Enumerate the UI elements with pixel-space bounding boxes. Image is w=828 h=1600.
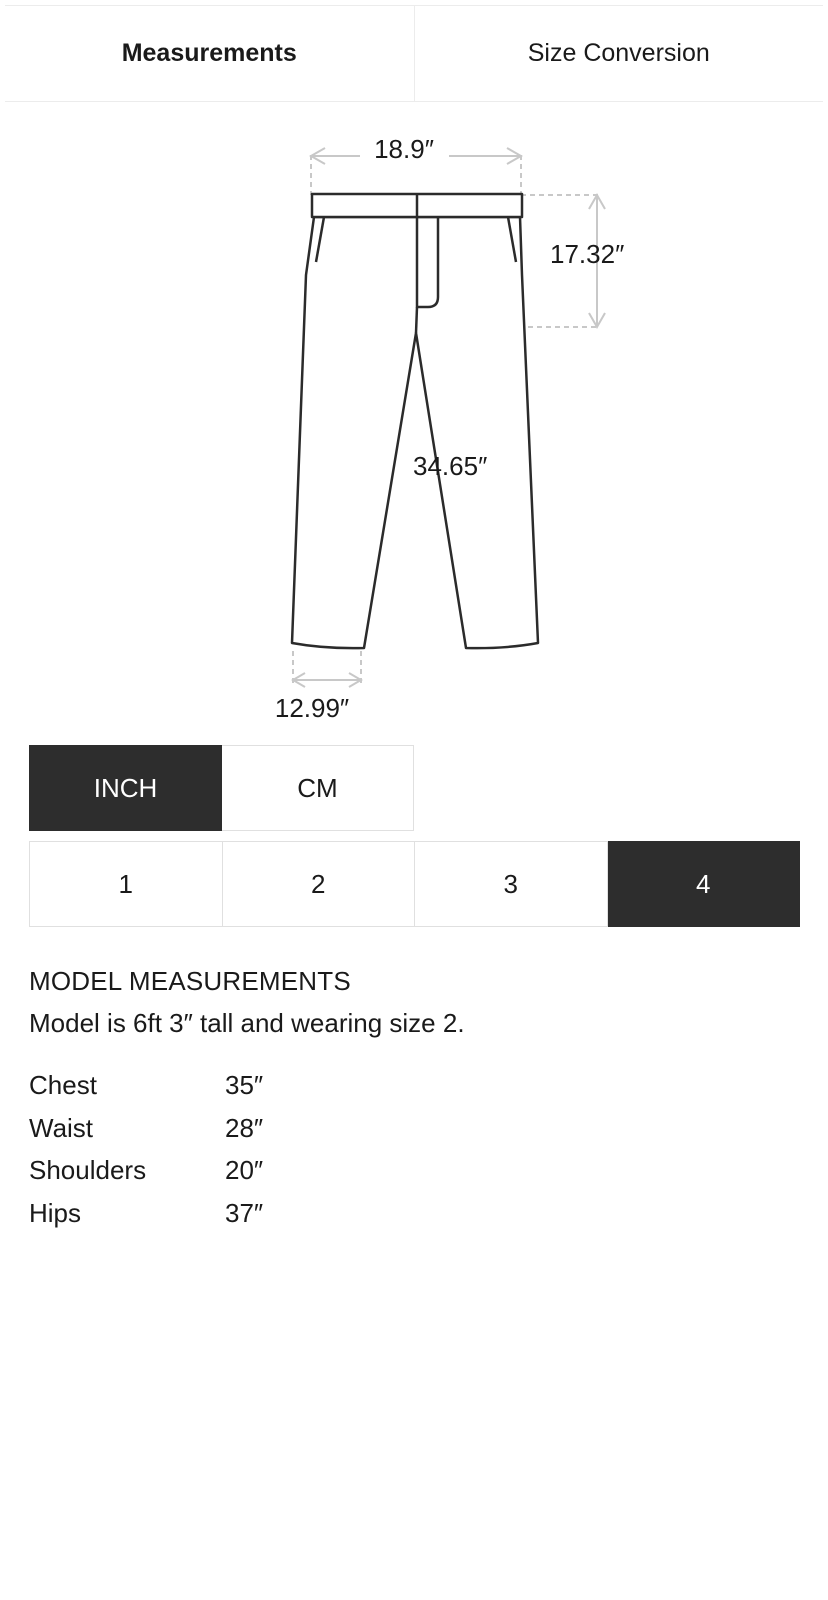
stat-row-hips [29,1192,799,1235]
stat-row-shoulders [29,1149,799,1192]
waist-measurement: 18.9″ [374,134,434,164]
tab-size-conversion[interactable]: Size Conversion [414,6,824,101]
rise-measurement: 17.32″ [550,239,625,269]
pants-icon [292,194,538,648]
size-option-2[interactable]: 2 [223,841,416,927]
unit-option-cm[interactable]: CM [222,745,414,831]
tab-bar [5,5,823,102]
unit-option-inch[interactable]: INCH [29,745,222,831]
stat-label: Chest [29,1070,97,1100]
model-stats [29,1064,799,1234]
tab-measurements[interactable]: Measurements [121,39,297,67]
size-option-1[interactable]: 1 [29,841,223,927]
stat-value: 35″ [225,1070,264,1100]
inseam-measurement: 34.65″ [413,451,488,481]
unit-toggle [29,745,414,831]
size-option-4[interactable]: 4 [608,841,801,927]
stat-value: 20″ [225,1155,264,1185]
leg-opening-measurement: 12.99″ [274,693,350,723]
model-heading: MODEL MEASUREMENTS [29,966,351,996]
stat-value: 28″ [225,1112,264,1143]
model-description: Model is 6ft 3″ tall and wearing size 2. [29,1008,465,1038]
stat-label: Hips [29,1197,82,1228]
stat-value: 37″ [225,1197,264,1228]
size-option-3[interactable]: 3 [415,841,608,927]
pants-diagram [0,100,828,730]
stat-label: Waist [29,1112,94,1143]
stat-row-chest [29,1064,799,1107]
model-measurements [29,964,799,1234]
stat-row-waist [29,1107,799,1150]
size-picker [29,841,800,927]
measurement-diagram [0,100,828,730]
stat-label: Shoulders [29,1155,147,1185]
